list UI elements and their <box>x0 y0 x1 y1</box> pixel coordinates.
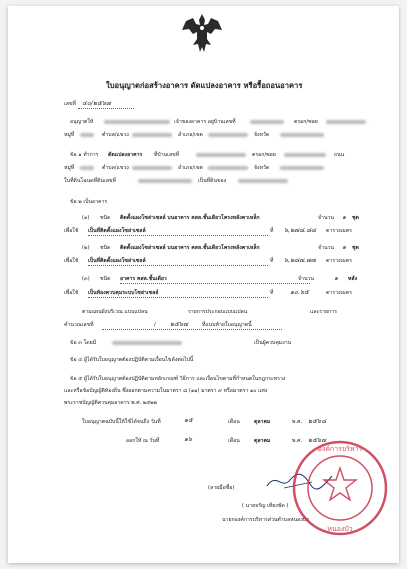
redacted-subdistrict <box>132 133 172 137</box>
building-3-kind-label: ชนิด <box>100 276 111 282</box>
redacted-land-owner <box>238 179 288 183</box>
building-1-kind-label: ชนิด <box>100 215 111 221</box>
building-2-index: (๒) <box>82 245 90 251</box>
redacted-province <box>280 133 324 137</box>
valid-until-year: ๒๕๖๘ <box>308 417 327 425</box>
building-2-count-label: จำนวน <box>318 245 334 251</box>
applicant-label: อนุญาตให้ <box>70 119 94 125</box>
moo-label-2: หมู่ที่ <box>64 165 75 171</box>
redacted-district-2 <box>208 166 248 170</box>
building-1-unit: ชุด <box>352 215 359 221</box>
building-1-use-label: เพื่อใช้ <box>64 228 79 234</box>
building-1-area-label: ที่ <box>270 228 274 234</box>
building-3-use-label: เพื่อใช้ <box>64 290 79 296</box>
house-no-label: ที่บ้านเลขที่ <box>154 152 180 158</box>
valid-until-month: ตุลาคม <box>254 419 271 425</box>
building-3-count: ๑ <box>334 274 339 282</box>
building-1-count-label: จำนวน <box>318 215 334 221</box>
item5-line-1: ข้อ ๕ ผู้ได้รับใบอนุญาตต้องปฏิบัติตามหลักเกณฑ์ วิธีการ และเงื่อนไขตามที่กำหนดในกฎกระทรวง <box>70 376 286 382</box>
title-deed-label: ในที่ดินโฉนดที่ดินเลขที่ <box>64 178 116 184</box>
signer-name: ( นายจรัญ เทียงชัด ) <box>242 503 289 509</box>
building-2-use-label: เพื่อใช้ <box>64 258 79 264</box>
province-label: จังหวัด <box>254 132 270 138</box>
supervisor-label: เป็นผู้ควบคุมงาน <box>254 340 292 346</box>
redacted-address <box>250 120 284 124</box>
garuda-emblem-icon <box>180 12 224 54</box>
road-label: ถนน <box>334 152 345 158</box>
item2-heading: ข้อ ๒ เป็นอาคาร <box>70 199 108 205</box>
building-1-description: ติดตั้งแผงโซล่าเซลล์ บนอาคาร คสล.ชั้นเดียวโครงหลังคาเหล็ก <box>120 215 260 221</box>
building-3-area-label: ที่ <box>270 290 274 296</box>
building-2-use: เป็นที่ติดตั้งแผงโซล่าเซลล์ <box>88 258 146 264</box>
redacted-lane-2 <box>284 153 326 157</box>
issued-on-year: ๒๕๖๗ <box>308 436 326 444</box>
redacted-district <box>208 133 248 137</box>
building-3-area-unit: ตารางเมตร <box>326 290 352 296</box>
stamp-top-text: องค์การบริหาร <box>317 445 363 453</box>
land-owner-label: เป็นที่ดินของ <box>198 178 227 184</box>
owner-address-label: เจ้าของอาคาร อยู่บ้านเลขที่ <box>174 119 236 125</box>
signature-label: (ลายมือชื่อ) <box>208 485 235 491</box>
permit-number-label: เลขที่ <box>64 101 76 107</box>
lane-label: ตรอก/ซอย <box>294 119 318 125</box>
building-2-unit: ชุด <box>352 245 359 251</box>
signer-position: นายกองค์การบริหารส่วนตำบลหนองบัว <box>222 517 309 523</box>
building-3-description: อาคาร คสล.ชั้นเดียว <box>120 276 167 282</box>
building-2-count: ๑ <box>342 243 347 251</box>
redacted-supervisor <box>112 341 182 345</box>
redacted-name <box>104 120 170 124</box>
plan-text-2: รายการประกอบแบบแปลน <box>188 309 248 315</box>
redacted-province-2 <box>280 166 324 170</box>
redacted-house-no <box>196 153 246 157</box>
stamp-bottom-text: หนองบัว <box>327 525 353 533</box>
issued-on-year-label: พ.ศ. <box>292 438 303 444</box>
attached-text: ที่แนบท้ายใบอนุญาตนี้ <box>202 322 252 328</box>
issued-on-month-label: เดือน <box>228 438 240 444</box>
work-type: ดัดแปลงอาคาร <box>108 152 143 158</box>
building-1-use: เป็นที่ติดตั้งแผงโซล่าเซลล์ <box>88 228 146 234</box>
building-1-area: ๖,๒๗๘.๘๘ <box>284 226 316 234</box>
valid-until-day: ๑๕ <box>184 416 193 424</box>
dotted-line <box>78 108 134 109</box>
building-2-area: ๖,๒๘๗.๗๗ <box>284 256 316 264</box>
building-3-area: ๑๐.๖๕ <box>290 288 309 296</box>
dotted-line <box>88 265 268 266</box>
dotted-line <box>88 297 268 298</box>
permit-number-value: ๔๐/๒๕๖๗ <box>82 99 111 107</box>
dotted-line <box>102 329 282 330</box>
valid-until-year-label: พ.ศ. <box>292 419 303 425</box>
building-2-description: ติดตั้งแผงโซล่าเซลล์ บนอาคาร คสล.ชั้นเดียวโครงหลังคาเหล็ก <box>120 245 260 251</box>
item1-label: ข้อ ๑ ทำการ <box>70 152 99 158</box>
subdistrict-label: ตำบล/แขวง <box>102 132 129 138</box>
calc-no-year: ๒๕๖๗ <box>170 320 188 328</box>
plan-text-3: และรายการ <box>310 309 337 315</box>
permit-document <box>8 6 399 563</box>
building-3-count-label: จำนวน <box>298 276 314 282</box>
issued-on-day: ๑๖ <box>184 435 193 443</box>
building-2-area-unit: ตารางเมตร <box>326 258 352 264</box>
item3-label: ข้อ ๓ โดยมี <box>70 340 97 346</box>
issued-on-label: ออกให้ ณ วันที่ <box>126 438 160 444</box>
building-1-count: ๑ <box>342 213 347 221</box>
redacted-deed <box>138 179 192 183</box>
subdistrict-label-2: ตำบล/แขวง <box>102 165 129 171</box>
dotted-line <box>120 283 310 284</box>
item4-text: ข้อ ๔ ผู้ได้รับใบอนุญาตต้องปฏิบัติตามเงื่อนไขดังต่อไปนี้ <box>70 357 194 363</box>
building-3-unit: หลัง <box>348 276 358 282</box>
item5-line-3: พระราชบัญญัติควบคุมอาคาร พ.ศ. ๒๕๒๒ <box>64 400 157 406</box>
dotted-line <box>88 235 268 236</box>
building-2-area-label: ที่ <box>270 258 274 264</box>
building-1-index: (๑) <box>82 215 90 221</box>
document-title: ใบอนุญาตก่อสร้างอาคาร ดัดแปลงอาคาร หรือรื้อถอนอาคาร <box>106 81 303 90</box>
calc-no-label: คำนวณเลขที่ <box>64 322 94 328</box>
plan-text-1: ตามแผนผังบริเวณ แบบแปลน <box>82 309 148 315</box>
district-label-2: อำเภอ/เขต <box>178 165 203 171</box>
building-3-index: (๓) <box>82 276 90 282</box>
district-label: อำเภอ/เขต <box>178 132 203 138</box>
redacted-moo-2 <box>80 166 94 170</box>
building-3-use: เป็นห้องควบคุมระบบโซล่าเซลล์ <box>88 290 159 296</box>
province-label-2: จังหวัด <box>254 165 270 171</box>
moo-label: หมู่ที่ <box>64 132 75 138</box>
lane-label-2: ตรอก/ซอย <box>252 152 276 158</box>
issued-on-month: ตุลาคม <box>254 438 271 444</box>
redacted-subdistrict-2 <box>132 166 172 170</box>
redacted-moo <box>80 133 94 137</box>
official-stamp-icon <box>290 438 390 538</box>
item5-line-2: และหรือข้อบัญญัติท้องถิ่น ซึ่งออกตามความในมาตรา ๘ (๑๑) มาตรา ๙ หรือมาตรา ๑๐ แห่ง <box>64 388 268 394</box>
calc-no-slash: / <box>154 322 156 328</box>
building-1-area-unit: ตารางเมตร <box>326 228 352 234</box>
valid-until-month-label: เดือน <box>228 419 240 425</box>
redacted-lane <box>326 120 366 124</box>
building-2-kind-label: ชนิด <box>100 245 111 251</box>
valid-until-label: ใบอนุญาตฉบับนี้ให้ใช้ได้จนถึง วันที่ <box>82 419 161 425</box>
